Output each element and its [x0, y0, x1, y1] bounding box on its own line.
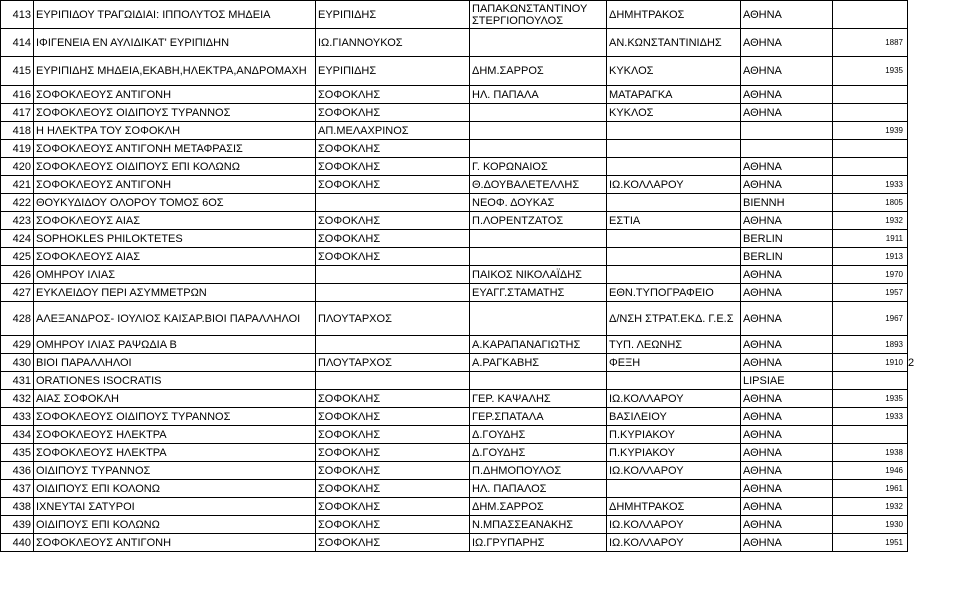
city-cell: BERLIN [741, 248, 833, 266]
publisher-cell: Π.ΚΥΡΙΑΚΟΥ [607, 444, 741, 462]
translator-cell: Ν.ΜΠΑΣΣΕΑΝΑΚΗΣ [470, 516, 607, 534]
publisher-cell [607, 122, 741, 140]
author-cell: ΣΟΦΟΚΛΗΣ [316, 248, 470, 266]
author-cell: ΠΛΟΥΤΑΡΧΟΣ [316, 354, 470, 372]
publisher-cell: ΕΣΤΙΑ [607, 212, 741, 230]
table-row [1, 1, 960, 29]
row-number-cell: 415 [1, 57, 34, 86]
extra-cell [908, 104, 960, 122]
city-cell: ΑΘΗΝΑ [741, 86, 833, 104]
row-number-cell: 421 [1, 176, 34, 194]
author-cell [316, 336, 470, 354]
title-cell: ΣΟΦΟΚΛΕΟΥΣ ΟΙΔΙΠΟΥΣ ΤΥΡΑΝΝΟΣ [34, 408, 316, 426]
year-cell [833, 1, 908, 29]
author-cell [316, 372, 470, 390]
title-cell: ΘΟΥΚΥΔΙΔΟΥ ΟΛΟΡΟΥ ΤΟΜΟΣ 6ΟΣ [34, 194, 316, 212]
title-cell: ΟΙΔΙΠΟΥΣ ΤΥΡΑΝΝΟΣ [34, 462, 316, 480]
table-row [1, 230, 960, 248]
publisher-cell [607, 140, 741, 158]
city-cell: ΒΙΕΝΝΗ [741, 194, 833, 212]
table-row [1, 302, 960, 336]
row-number-cell: 422 [1, 194, 34, 212]
publisher-cell: ΔΗΜΗΤΡΑΚΟΣ [607, 1, 741, 29]
translator-cell: ΓΕΡ. ΚΑΨΑΛΗΣ [470, 390, 607, 408]
city-cell: ΑΘΗΝΑ [741, 462, 833, 480]
translator-cell: ΕΥΑΓΓ.ΣΤΑΜΑΤΗΣ [470, 284, 607, 302]
translator-cell: ΠΑΠΑΚΩΝΣΤΑΝΤΙΝΟΥ ΣΤΕΡΓΙΟΠΟΥΛΟΣ [470, 1, 607, 29]
translator-cell: Δ.ΓΟΥΔΗΣ [470, 444, 607, 462]
publisher-cell [607, 266, 741, 284]
extra-cell [908, 480, 960, 498]
publisher-cell: ΔΗΜΗΤΡΑΚΟΣ [607, 498, 741, 516]
publisher-cell: ΙΩ.ΚΟΛΛΑΡΟΥ [607, 462, 741, 480]
translator-cell: ΝΕΟΦ. ΔΟΥΚΑΣ [470, 194, 607, 212]
table-row [1, 248, 960, 266]
table-row [1, 29, 960, 57]
author-cell: ΣΟΦΟΚΛΗΣ [316, 534, 470, 552]
row-number-cell: 420 [1, 158, 34, 176]
translator-cell: ΗΛ. ΠΑΠΑΛΑ [470, 86, 607, 104]
year-cell: 1970 [833, 266, 908, 284]
row-number-cell: 423 [1, 212, 34, 230]
publisher-cell: ΙΩ.ΚΟΛΛΑΡΟΥ [607, 534, 741, 552]
author-cell: ΕΥΡΙΠΙΔΗΣ [316, 1, 470, 29]
extra-cell [908, 122, 960, 140]
city-cell: ΑΘΗΝΑ [741, 176, 833, 194]
publisher-cell [607, 248, 741, 266]
extra-cell [908, 212, 960, 230]
row-number-cell: 428 [1, 302, 34, 336]
translator-cell [470, 230, 607, 248]
city-cell: ΑΘΗΝΑ [741, 29, 833, 57]
row-number-cell: 430 [1, 354, 34, 372]
publisher-cell [607, 372, 741, 390]
year-cell: 1805 [833, 194, 908, 212]
extra-cell [908, 336, 960, 354]
extra-cell [908, 194, 960, 212]
author-cell: ΣΟΦΟΚΛΗΣ [316, 140, 470, 158]
row-number-cell: 432 [1, 390, 34, 408]
table-row [1, 426, 960, 444]
author-cell: ΑΠ.ΜΕΛΑΧΡΙΝΟΣ [316, 122, 470, 140]
title-cell: ΕΥΡΙΠΙΔΟΥ ΤΡΑΓΩΙΔΙΑΙ: ΙΠΠΟΛΥΤΟΣ ΜΗΔΕΙΑ [34, 1, 316, 29]
title-cell: ΟΜΗΡΟΥ ΙΛΙΑΣ [34, 266, 316, 284]
publisher-cell: ΑΝ.ΚΩΝΣΤΑΝΤΙΝΙΔΗΣ [607, 29, 741, 57]
author-cell: ΣΟΦΟΚΛΗΣ [316, 498, 470, 516]
row-number-cell: 434 [1, 426, 34, 444]
city-cell: BERLIN [741, 230, 833, 248]
year-cell: 1935 [833, 57, 908, 86]
row-number-cell: 416 [1, 86, 34, 104]
author-cell: ΣΟΦΟΚΛΗΣ [316, 104, 470, 122]
title-cell: ΣΟΦΟΚΛΕΟΥΣ ΑΙΑΣ [34, 212, 316, 230]
year-cell: 1887 [833, 29, 908, 57]
row-number-cell: 435 [1, 444, 34, 462]
extra-cell [908, 176, 960, 194]
translator-cell: Δ.ΓΟΥΔΗΣ [470, 426, 607, 444]
translator-cell [470, 140, 607, 158]
title-cell: Η ΗΛΕΚΤΡΑ ΤΟΥ ΣΟΦΟΚΛΗ [34, 122, 316, 140]
extra-cell [908, 86, 960, 104]
title-cell: ΒΙΟΙ ΠΑΡΑΛΛΗΛΟΙ [34, 354, 316, 372]
extra-cell [908, 372, 960, 390]
table-row [1, 516, 960, 534]
publisher-cell [607, 230, 741, 248]
author-cell: ΣΟΦΟΚΛΗΣ [316, 408, 470, 426]
year-cell: 1938 [833, 444, 908, 462]
author-cell: ΣΟΦΟΚΛΗΣ [316, 158, 470, 176]
translator-cell [470, 372, 607, 390]
table-row [1, 86, 960, 104]
title-cell: ORATIONES ISOCRATIS [34, 372, 316, 390]
extra-cell [908, 29, 960, 57]
author-cell: ΣΟΦΟΚΛΗΣ [316, 516, 470, 534]
year-cell [833, 140, 908, 158]
title-cell: ΣΟΦΟΚΛΕΟΥΣ ΑΝΤΙΓΟΝΗ [34, 534, 316, 552]
author-cell: ΙΩ.ΓΙΑΝΝΟΥΚΟΣ [316, 29, 470, 57]
table-row [1, 104, 960, 122]
publisher-cell: Π.ΚΥΡΙΑΚΟΥ [607, 426, 741, 444]
extra-cell [908, 1, 960, 29]
author-cell: ΣΟΦΟΚΛΗΣ [316, 390, 470, 408]
extra-cell [908, 390, 960, 408]
year-cell [833, 426, 908, 444]
translator-cell [470, 302, 607, 336]
year-cell [833, 104, 908, 122]
table-row [1, 158, 960, 176]
row-number-cell: 418 [1, 122, 34, 140]
extra-cell [908, 462, 960, 480]
author-cell: ΣΟΦΟΚΛΗΣ [316, 480, 470, 498]
table-row [1, 176, 960, 194]
extra-cell [908, 426, 960, 444]
city-cell: ΑΘΗΝΑ [741, 498, 833, 516]
publisher-cell: ΚΥΚΛΟΣ [607, 104, 741, 122]
row-number-cell: 425 [1, 248, 34, 266]
year-cell: 1967 [833, 302, 908, 336]
year-cell: 1939 [833, 122, 908, 140]
year-cell: 1932 [833, 498, 908, 516]
translator-cell [470, 122, 607, 140]
title-cell: ΣΟΦΟΚΛΕΟΥΣ ΗΛΕΚΤΡΑ [34, 426, 316, 444]
year-cell [833, 86, 908, 104]
row-number-cell: 429 [1, 336, 34, 354]
translator-cell: Π.ΔΗΜΟΠΟΥΛΟΣ [470, 462, 607, 480]
city-cell: ΑΘΗΝΑ [741, 534, 833, 552]
extra-cell [908, 230, 960, 248]
publisher-cell: ΤΥΠ. ΛΕΩΝΗΣ [607, 336, 741, 354]
title-cell: ΣΟΦΟΚΛΕΟΥΣ ΑΝΤΙΓΟΝΗ [34, 86, 316, 104]
author-cell: ΣΟΦΟΚΛΗΣ [316, 230, 470, 248]
title-cell: ΟΙΔΙΠΟΥΣ ΕΠΙ ΚΟΛΟΝΩ [34, 480, 316, 498]
translator-cell [470, 248, 607, 266]
row-number-cell: 439 [1, 516, 34, 534]
year-cell: 1893 [833, 336, 908, 354]
translator-cell: ΔΗΜ.ΣΑΡΡΟΣ [470, 498, 607, 516]
translator-cell: ΠΑΙΚΟΣ ΝΙΚΟΛΑΪΔΗΣ [470, 266, 607, 284]
year-cell [833, 158, 908, 176]
translator-cell: Π.ΛΟΡΕΝΤΖΑΤΟΣ [470, 212, 607, 230]
extra-cell [908, 534, 960, 552]
table-row [1, 57, 960, 86]
extra-cell [908, 57, 960, 86]
year-cell: 1946 [833, 462, 908, 480]
city-cell: ΑΘΗΝΑ [741, 1, 833, 29]
row-number-cell: 414 [1, 29, 34, 57]
year-cell: 1911 [833, 230, 908, 248]
city-cell [741, 140, 833, 158]
row-number-cell: 426 [1, 266, 34, 284]
table-row [1, 534, 960, 552]
title-cell: ΙΧΝΕΥΤΑΙ ΣΑΤΥΡΟΙ [34, 498, 316, 516]
extra-cell: 2 [908, 356, 915, 369]
row-number-cell: 438 [1, 498, 34, 516]
table-row [1, 390, 960, 408]
title-cell: ΣΟΦΟΚΛΕΟΥΣ ΗΛΕΚΤΡΑ [34, 444, 316, 462]
table-row [1, 212, 960, 230]
translator-cell: ΙΩ.ΓΡΥΠΑΡΗΣ [470, 534, 607, 552]
translator-cell: Α.ΡΑΓΚΑΒΗΣ [470, 354, 607, 372]
author-cell: ΣΟΦΟΚΛΗΣ [316, 212, 470, 230]
translator-cell: ΔΗΜ.ΣΑΡΡΟΣ [470, 57, 607, 86]
table-row [1, 122, 960, 140]
author-cell: ΣΟΦΟΚΛΗΣ [316, 176, 470, 194]
year-cell: 1961 [833, 480, 908, 498]
translator-cell: Α.ΚΑΡΑΠΑΝΑΓΙΩΤΗΣ [470, 336, 607, 354]
title-cell: SOPHOKLES PHILOKTETES [34, 230, 316, 248]
year-cell: 1933 [833, 176, 908, 194]
extra-cell [908, 516, 960, 534]
title-cell: ΟΜΗΡΟΥ ΙΛΙΑΣ ΡΑΨΩΔΙΑ Β [34, 336, 316, 354]
publisher-cell [607, 194, 741, 212]
title-cell: ΣΟΦΟΚΛΕΟΥΣ ΑΝΤΙΓΟΝΗ [34, 176, 316, 194]
title-cell: ΑΛΕΞΑΝΔΡΟΣ- ΙΟΥΛΙΟΣ ΚΑΙΣΑΡ.ΒΙΟΙ ΠΑΡΑΛΛΗΛΟΙ [34, 302, 316, 336]
publisher-cell [607, 480, 741, 498]
row-number-cell: 433 [1, 408, 34, 426]
translator-cell: Θ.ΔΟΥΒΑΛΕΤΕΛΛΗΣ [470, 176, 607, 194]
city-cell [741, 122, 833, 140]
translator-cell [470, 29, 607, 57]
publisher-cell [607, 158, 741, 176]
author-cell [316, 266, 470, 284]
row-number-cell: 440 [1, 534, 34, 552]
author-cell: ΣΟΦΟΚΛΗΣ [316, 462, 470, 480]
publisher-cell: ΕΘΝ.ΤΥΠΟΓΡΑΦΕΙΟ [607, 284, 741, 302]
city-cell: ΑΘΗΝΑ [741, 212, 833, 230]
row-number-cell: 417 [1, 104, 34, 122]
city-cell: ΑΘΗΝΑ [741, 444, 833, 462]
year-cell: 1933 [833, 408, 908, 426]
row-number-cell: 437 [1, 480, 34, 498]
year-cell: 1913 [833, 248, 908, 266]
extra-cell [908, 158, 960, 176]
year-cell: 1957 [833, 284, 908, 302]
title-cell: ΣΟΦΟΚΛΕΟΥΣ ΑΝΤΙΓΟΝΗ ΜΕΤΑΦΡΑΣΙΣ [34, 140, 316, 158]
publisher-cell: ΜΑΤΑΡΑΓΚΑ [607, 86, 741, 104]
table-row [1, 372, 960, 390]
city-cell: ΑΘΗΝΑ [741, 390, 833, 408]
author-cell: ΣΟΦΟΚΛΗΣ [316, 426, 470, 444]
row-number-cell: 427 [1, 284, 34, 302]
extra-cell [908, 248, 960, 266]
publisher-cell: ΙΩ.ΚΟΛΛΑΡΟΥ [607, 516, 741, 534]
translator-cell: ΗΛ. ΠΑΠΑΛΟΣ [470, 480, 607, 498]
city-cell: ΑΘΗΝΑ [741, 336, 833, 354]
table-body [1, 1, 960, 552]
table-row [1, 336, 960, 354]
publisher-cell: ΙΩ.ΚΟΛΛΑΡΟΥ [607, 176, 741, 194]
title-cell: ΣΟΦΟΚΛΕΟΥΣ ΟΙΔΙΠΟΥΣ ΤΥΡΑΝΝΟΣ [34, 104, 316, 122]
city-cell: ΑΘΗΝΑ [741, 266, 833, 284]
title-cell: ΙΦΙΓΕΝΕΙΑ ΕΝ ΑΥΛΙΔΙΚΑΤ' ΕΥΡΙΠΙΔΗΝ [34, 29, 316, 57]
translator-cell [470, 104, 607, 122]
city-cell: ΑΘΗΝΑ [741, 516, 833, 534]
publisher-cell: ΦΕΞΗ [607, 354, 741, 372]
title-cell: ΣΟΦΟΚΛΕΟΥΣ ΑΙΑΣ [34, 248, 316, 266]
city-cell: ΑΘΗΝΑ [741, 104, 833, 122]
year-cell: 1910 [833, 354, 908, 372]
extra-cell [908, 140, 960, 158]
year-cell: 1935 [833, 390, 908, 408]
year-cell [833, 372, 908, 390]
title-cell: ΑΙΑΣ ΣΟΦΟΚΛΗ [34, 390, 316, 408]
city-cell: ΑΘΗΝΑ [741, 57, 833, 86]
author-cell: ΣΟΦΟΚΛΗΣ [316, 444, 470, 462]
extra-cell [908, 284, 960, 302]
extra-cell [908, 444, 960, 462]
publisher-cell: ΙΩ.ΚΟΛΛΑΡΟΥ [607, 390, 741, 408]
table-row [1, 140, 960, 158]
extra-cell [908, 302, 960, 336]
extra-cell [908, 266, 960, 284]
extra-cell [908, 408, 960, 426]
city-cell: ΑΘΗΝΑ [741, 408, 833, 426]
translator-cell: ΓΕΡ.ΣΠΑΤΑΛΑ [470, 408, 607, 426]
table-row [1, 444, 960, 462]
author-cell: ΕΥΡΙΠΙΔΗΣ [316, 57, 470, 86]
author-cell: ΠΛΟΥΤΑΡΧΟΣ [316, 302, 470, 336]
year-cell: 1930 [833, 516, 908, 534]
title-cell: ΟΙΔΙΠΟΥΣ ΕΠΙ ΚΟΛΩΝΩ [34, 516, 316, 534]
publisher-cell: ΒΑΣΙΛΕΙΟΥ [607, 408, 741, 426]
table-row [1, 462, 960, 480]
year-cell: 1951 [833, 534, 908, 552]
city-cell: ΑΘΗΝΑ [741, 302, 833, 336]
publisher-cell: Δ/ΝΣΗ ΣΤΡΑΤ.ΕΚΔ. Γ.Ε.Σ [607, 302, 741, 336]
city-cell: ΑΘΗΝΑ [741, 284, 833, 302]
row-number-cell: 413 [1, 1, 34, 29]
row-number-cell: 419 [1, 140, 34, 158]
table-row [1, 354, 960, 372]
author-cell [316, 284, 470, 302]
city-cell: ΑΘΗΝΑ [741, 158, 833, 176]
table-row [1, 266, 960, 284]
city-cell: ΑΘΗΝΑ [741, 426, 833, 444]
table-row [1, 498, 960, 516]
title-cell: ΕΥΚΛΕΙΔΟΥ ΠΕΡΙ ΑΣΥΜΜΕΤΡΩΝ [34, 284, 316, 302]
row-number-cell: 424 [1, 230, 34, 248]
city-cell: ΑΘΗΝΑ [741, 354, 833, 372]
table-row [1, 284, 960, 302]
author-cell: ΣΟΦΟΚΛΗΣ [316, 86, 470, 104]
publisher-cell: ΚΥΚΛΟΣ [607, 57, 741, 86]
city-cell: LIPSIAE [741, 372, 833, 390]
extra-cell [908, 498, 960, 516]
translator-cell: Γ. ΚΟΡΩΝΑΙΟΣ [470, 158, 607, 176]
city-cell: ΑΘΗΝΑ [741, 480, 833, 498]
year-cell: 1932 [833, 212, 908, 230]
title-cell: ΣΟΦΟΚΛΕΟΥΣ ΟΙΔΙΠΟΥΣ ΕΠΙ ΚΟΛΩΝΩ [34, 158, 316, 176]
table-row [1, 194, 960, 212]
author-cell [316, 194, 470, 212]
table-row [1, 480, 960, 498]
row-number-cell: 436 [1, 462, 34, 480]
title-cell: ΕΥΡΙΠΙΔΗΣ ΜΗΔΕΙΑ,ΕΚΑΒΗ,ΗΛΕΚΤΡΑ,ΑΝΔΡΟΜΑΧΗ [34, 57, 316, 86]
row-number-cell: 431 [1, 372, 34, 390]
table-row [1, 408, 960, 426]
